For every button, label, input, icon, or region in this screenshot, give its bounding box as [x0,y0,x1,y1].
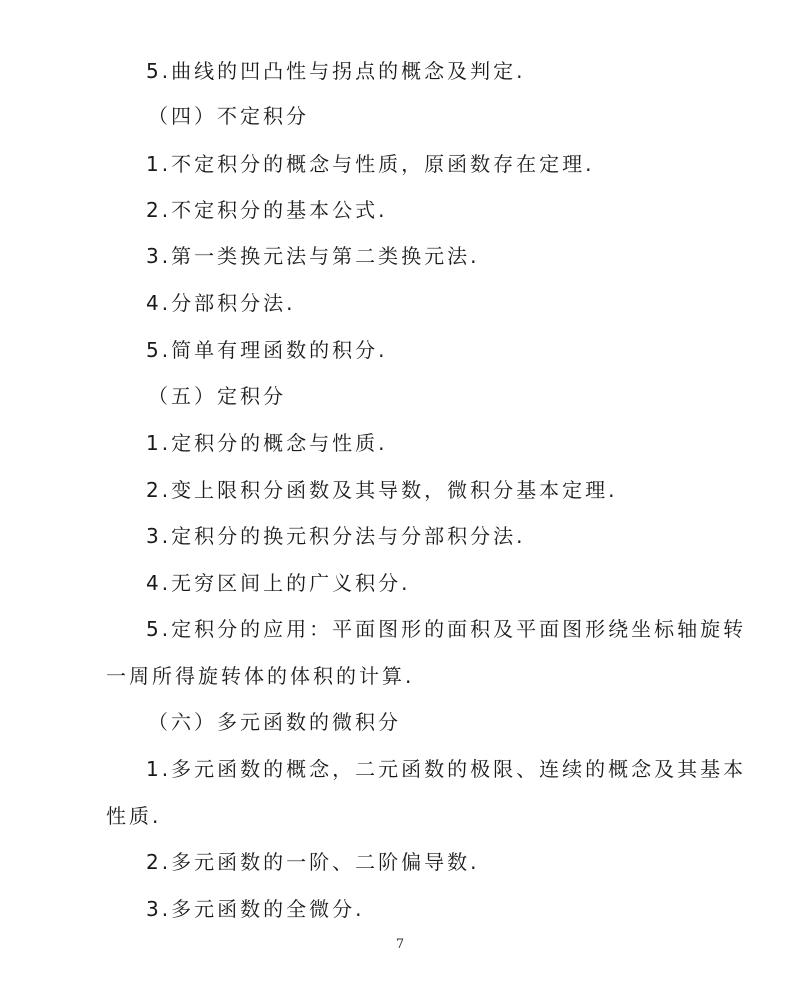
item-rational-functions: 5.简单有理函数的积分. [146,338,388,362]
section-heading-indefinite-integral: （四）不定积分 [148,104,309,128]
page-number: 7 [395,937,405,952]
item-definite-methods: 3.定积分的换元积分法与分部积分法. [146,524,526,548]
item-variable-upper-limit: 2.变上限积分函数及其导数，微积分基本定理. [146,478,618,502]
item-multivariable-concept: 1.多元函数的概念，二元函数的极限、连续的概念及其基本 [146,757,747,781]
item-definite-concept: 1.定积分的概念与性质. [146,431,388,455]
item-integration-by-parts: 4.分部积分法. [146,291,296,315]
section-heading-definite-integral: （五）定积分 [148,384,286,408]
item-improper-integral: 4.无穷区间上的广义积分. [146,571,411,595]
item-applications-continued: 一周所得旋转体的体积的计算. [106,664,415,688]
item-applications: 5.定积分的应用：平面图形的面积及平面图形绕坐标轴旋转 [146,617,747,641]
section-heading-multivariable: （六）多元函数的微积分 [148,710,401,734]
item-indefinite-concept: 1.不定积分的概念与性质，原函数存在定理. [146,152,595,176]
item-concavity-inflection: 5.曲线的凹凸性与拐点的概念及判定. [146,59,526,83]
item-total-differential: 3.多元函数的全微分. [146,897,365,921]
item-partial-derivatives: 2.多元函数的一阶、二阶偏导数. [146,850,480,874]
item-multivariable-concept-continued: 性质. [106,804,162,828]
item-substitution-methods: 3.第一类换元法与第二类换元法. [146,244,480,268]
item-indefinite-formulas: 2.不定积分的基本公式. [146,198,388,222]
